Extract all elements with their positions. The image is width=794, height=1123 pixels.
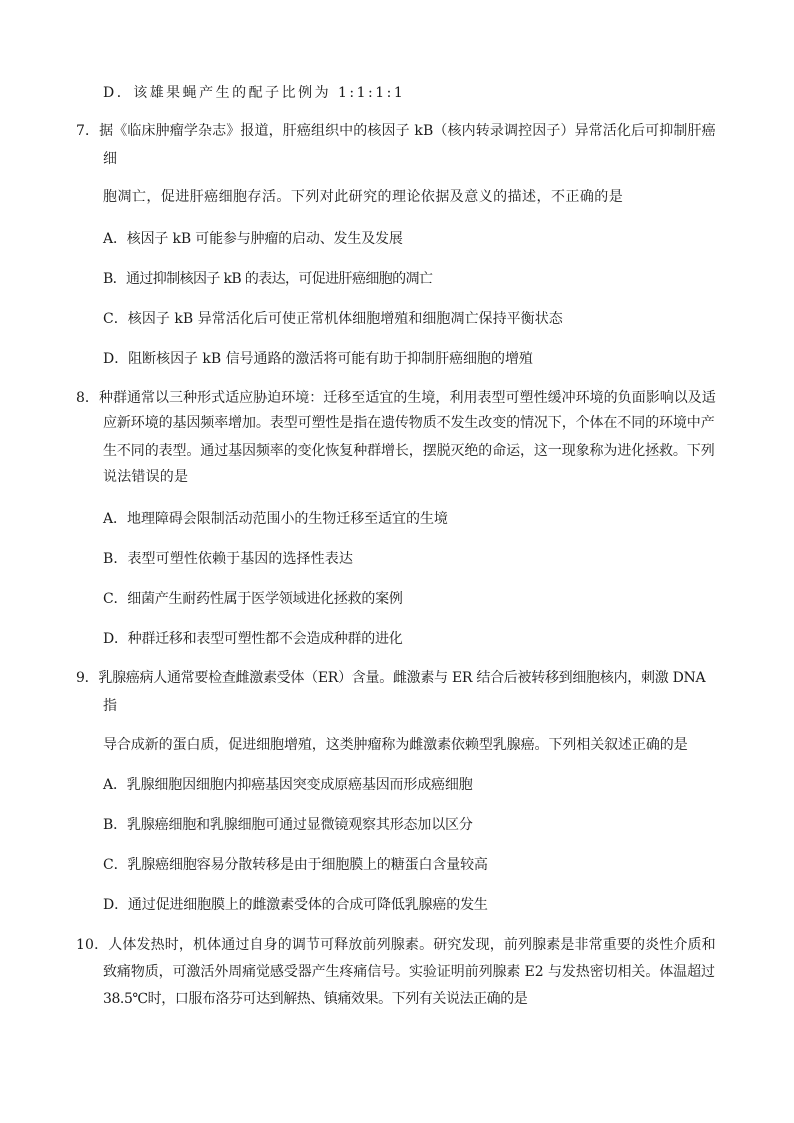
q9-option-d: D．通过促进细胞膜上的雌激素受体的合成可降低乳腺癌的发生 [103,897,488,913]
q10-stem-line3: 38.5℃时，口服布洛芬可达到解热、镇痛效果。下列有关说法正确的是 [103,991,528,1007]
q7-stem: 7．据《临床肿瘤学杂志》报道，肝癌组织中的核因子 kB（核内转录调控因子）异常活化后可抑制肝癌 [76,123,716,139]
q8-option-a: A．地理障碍会限制活动范围小的生物迁移至适宜的生境 [103,511,448,527]
q8-option-c: C．细菌产生耐药性属于医学领域进化拯救的案例 [103,591,403,607]
q7-option-a: A．核因子 kB 可能参与肿瘤的启动、发生及发展 [103,231,403,247]
q7-stem-wrap: 细 [103,151,118,167]
q8-option-b: B．表型可塑性依赖于基因的选择性表达 [103,551,353,567]
q9-option-b: B．乳腺癌细胞和乳腺细胞可通过显微镜观察其形态加以区分 [103,817,473,833]
q9-option-a: A．乳腺细胞因细胞内抑癌基因突变成原癌基因而形成癌细胞 [103,777,473,793]
q7-option-d: D．阻断核因子 kB 信号通路的激活将可能有助于抑制肝癌细胞的增殖 [103,351,533,367]
q9-stem-continued: 导合成新的蛋白质，促进细胞增殖，这类肿瘤称为雌激素依赖型乳腺癌。下列相关叙述正确的是 [103,737,688,753]
q8-stem-line2: 应新环境的基因频率增加。表型可塑性是指在遗传物质不发生改变的情况下，个体在不同的环境中产 [103,415,715,431]
q10-stem-line2: 致痛物质，可激活外周痛觉感受器产生疼痛信号。实验证明前列腺素 E2 与发热密切相关。体温超过 [103,964,715,980]
q10-stem: 10．人体发热时，机体通过自身的调节可释放前列腺素。研究发现，前列腺素是非常重要的炎性介质和 [76,937,716,953]
q8-stem-line4: 说法错误的是 [103,469,189,485]
q6-option-d: D．该雄果蝇产生的配子比例为 1:1:1:1 [103,85,406,101]
q7-option-b: B．通过抑制核因子 kB 的表达，可促进肝癌细胞的凋亡 [103,271,433,287]
q9-stem: 9．乳腺癌病人通常要检查雌激素受体（ER）含量。雌激素与 ER 结合后被转移到细胞核内，刺激 DNA [76,670,706,686]
q8-stem: 8．种群通常以三种形式适应胁迫环境：迁移至适宜的生境，利用表型可塑性缓冲环境的负面影响以及适 [76,390,716,406]
q9-option-c: C．乳腺癌细胞容易分散转移是由于细胞膜上的糖蛋白含量较高 [103,857,488,873]
q7-option-c: C．核因子 kB 异常活化后可使正常机体细胞增殖和细胞凋亡保持平衡状态 [103,311,563,327]
q8-option-d: D．种群迁移和表型可塑性都不会造成种群的进化 [103,631,403,647]
q7-stem-continued: 胞凋亡，促进肝癌细胞存活。下列对此研究的理论依据及意义的描述，不正确的是 [103,189,624,205]
q8-stem-line3: 生不同的表型。通过基因频率的变化恢复种群增长，摆脱灭绝的命运，这一现象称为进化拯救。下列 [103,443,715,459]
q9-stem-wrap: 指 [103,698,118,714]
